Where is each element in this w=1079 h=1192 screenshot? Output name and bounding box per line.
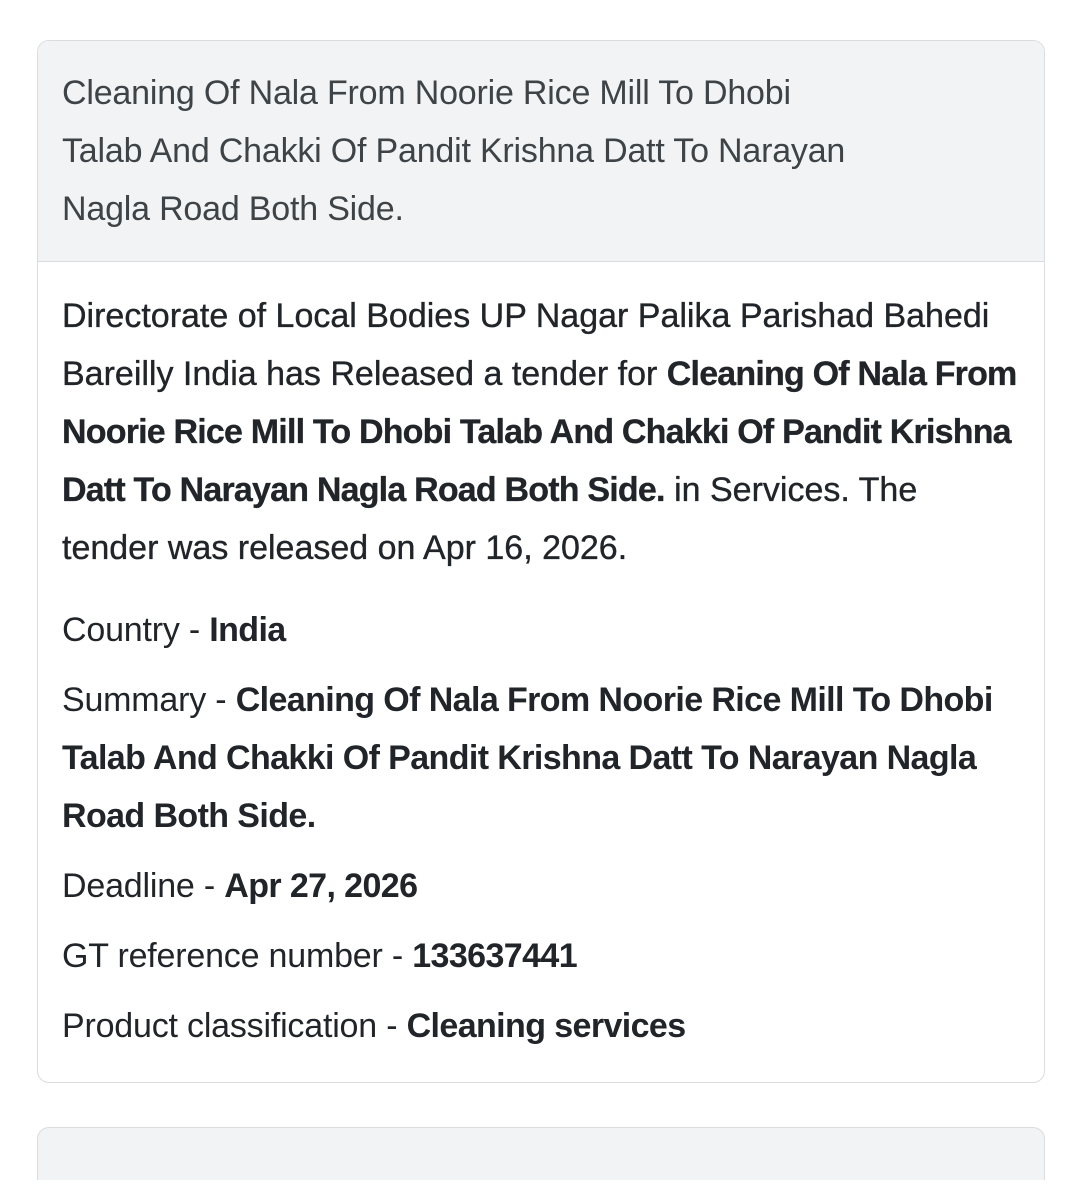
tender-card[interactable] [37,40,1045,1083]
product-classification-value: Cleaning services [406,1007,686,1045]
country-value: India [209,611,286,649]
field-row-country [62,601,1020,659]
next-tender-card-partial[interactable] [37,1127,1045,1180]
field-row-summary [62,671,1020,845]
deadline-value: Apr 27, 2026 [224,867,418,905]
summary-value: Cleaning Of Nala From Noorie Rice Mill To Dhobi Talab And Chakki Of Pandit Krishna Datt To Narayan Nagla Road Both Side. [62,681,993,835]
tender-card-title-header[interactable] [38,41,1044,262]
tender-title-line-3: Nagla Road Both Side. [62,190,404,228]
country-label: Country - [62,611,210,649]
tender-title-line-1: Cleaning Of Nala From Noorie Rice Mill To Dhobi [62,74,791,112]
description-tender-name: Cleaning Of Nala From Noorie Rice Mill To Dhobi Talab And Chakki Of Pandit Krishna Datt To Narayan Nagla Road Both Side. [62,355,1017,509]
description-outro: in Services. The tender was released on Apr 16, 2026. [62,471,918,567]
gt-reference-value: 133637441 [412,937,578,975]
field-row-product-classification [62,997,1020,1055]
tender-card-body [38,262,1044,1082]
tender-title-line-2: Talab And Chakki Of Pandit Krishna Datt To Narayan [62,132,846,170]
summary-label: Summary - [62,681,236,719]
product-classification-label: Product classification - [62,1007,407,1045]
field-row-gt-reference [62,927,1020,985]
description-intro: Directorate of Local Bodies UP Nagar Palika Parishad Bahedi Bareilly India has Released a tender for [62,297,990,393]
gt-reference-label: GT reference number - [62,937,413,975]
tender-description [62,287,1020,577]
field-row-deadline [62,857,1020,915]
deadline-label: Deadline - [62,867,225,905]
